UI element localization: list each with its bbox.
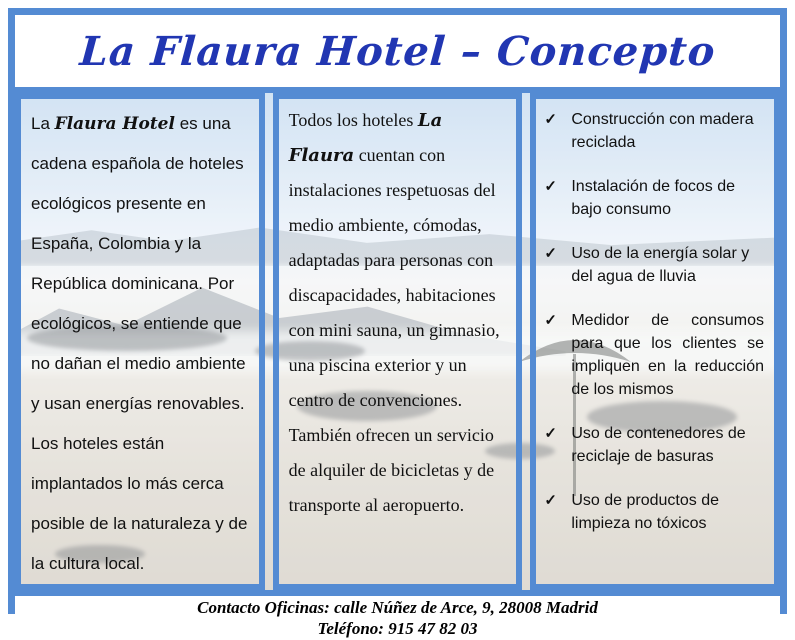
- checklist-item: [544, 108, 764, 154]
- checklist-item: [544, 489, 764, 535]
- checklist-item-text: Uso de la energía solar y del agua de lluvia: [571, 245, 750, 285]
- check-icon: ✓: [544, 492, 557, 509]
- brand-name-script: La Flaura: [288, 110, 443, 166]
- checklist-item-text: Medidor de consumos para que los clientes se impliquen en la reducción de los mismos: [571, 312, 765, 398]
- eco-checklist: [536, 99, 774, 541]
- checklist-item: [544, 175, 764, 221]
- column-about: [15, 93, 265, 590]
- footer-contact: [15, 590, 780, 640]
- check-icon: ✓: [544, 111, 557, 128]
- about-text-prefix: La: [31, 114, 55, 133]
- contact-phone-line: Teléfono: 915 47 82 03: [317, 619, 478, 638]
- content-area: [15, 93, 780, 590]
- facilities-text-body: cuentan con instalaciones respetuosas del medio ambiente, cómodas, adaptadas para personas con discapacidades, habitaciones con mini sauna, un gimnasio, una piscina exterior y un centro de convenciones. También ofrecen un servicio de alquiler de bicicletas y de transporte al aeropuerto.: [288, 145, 500, 515]
- title-box: [15, 15, 780, 93]
- brand-name-script: Flaura Hotel: [54, 114, 175, 134]
- checklist-item: [544, 242, 764, 288]
- checklist-item-text: Uso de contenedores de reciclaje de basuras: [571, 425, 746, 465]
- check-icon: ✓: [544, 178, 557, 195]
- outer-frame: [8, 8, 787, 638]
- about-text-body: es una cadena española de hoteles ecológicos presente en España, Colombia y la República dominicana. Por ecológicos, se entiende que no dañan el medio ambiente y usan energías renovables. Los hoteles están implantados lo más cerca posible de la naturaleza y de la cultura local.: [31, 114, 248, 573]
- check-icon: ✓: [544, 425, 557, 442]
- column-eco-checklist: [530, 93, 780, 590]
- checklist-item-text: Construcción con madera reciclada: [571, 111, 754, 151]
- check-icon: ✓: [544, 312, 557, 329]
- about-paragraph: [21, 99, 259, 584]
- column-facilities: [273, 93, 523, 590]
- check-icon: ✓: [544, 245, 557, 262]
- page-title: La Flaura Hotel – Concepto: [78, 27, 717, 75]
- checklist-item: [544, 309, 764, 401]
- facilities-text-prefix: Todos los hoteles: [288, 110, 418, 130]
- checklist-item-text: Uso de productos de limpieza no tóxicos: [571, 492, 719, 532]
- checklist-item: [544, 422, 764, 468]
- checklist-item-text: Instalación de focos de bajo consumo: [571, 178, 736, 218]
- contact-address-line: Contacto Oficinas: calle Núñez de Arce, 9, 28008 Madrid: [197, 598, 598, 617]
- facilities-paragraph: [279, 99, 517, 523]
